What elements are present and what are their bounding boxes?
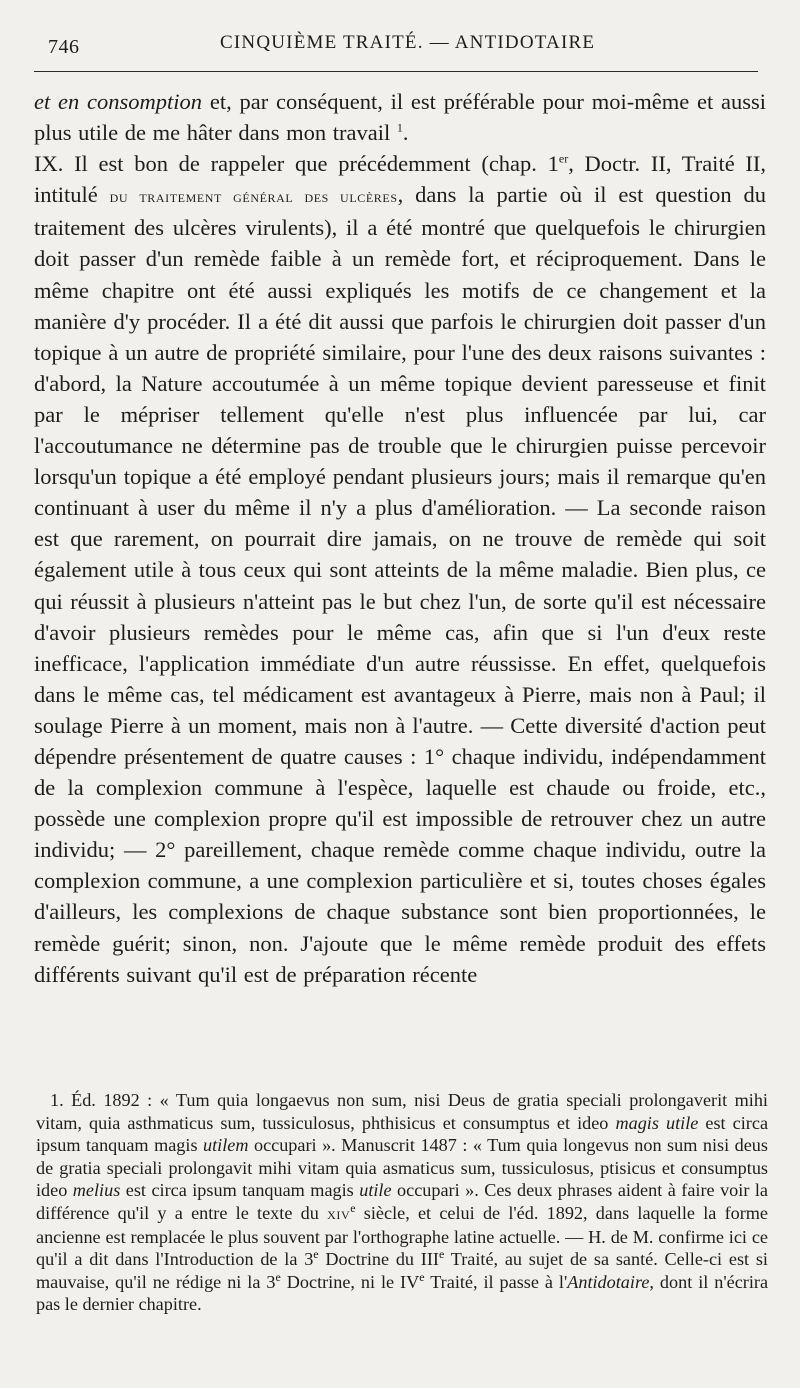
page-header — [34, 30, 760, 64]
italic-phrase: magis utile — [615, 1112, 699, 1133]
footnotes — [36, 1089, 768, 1316]
century-smallcaps: xiv — [327, 1203, 351, 1223]
footnote-ref: 1 — [396, 120, 403, 135]
text-run: , Doctr. II, Traité II, intitulé — [34, 151, 766, 208]
superscript: e — [313, 1247, 319, 1262]
section-title-smallcaps: du traitement général des ulcères — [109, 187, 398, 207]
superscript: e — [350, 1200, 356, 1215]
text-run: est circa ipsum tanquam magis — [36, 1112, 769, 1156]
text-run: IX. Il est bon de rappeler que précédemment (chap. 1 — [34, 151, 559, 177]
text-run: . — [402, 120, 409, 146]
text-run: et, par conséquent, il est préférable pour moi-même et aussi plus utile de me hâter dans mon travail — [34, 89, 766, 146]
header-rule — [34, 71, 758, 72]
superscript: e — [438, 1247, 445, 1262]
page-number: 746 — [48, 36, 80, 58]
text-run: Traité, au sujet de sa santé. Celle-ci est si mauvaise, qu'il ne rédige ni la 3 — [36, 1249, 768, 1292]
superscript: er — [558, 151, 569, 166]
text-run: est circa ipsum tanquam magis — [120, 1180, 360, 1201]
superscript: e — [419, 1269, 425, 1284]
footnote-1 — [36, 1089, 768, 1316]
paragraph-continuation — [34, 86, 766, 148]
italic-phrase: melius — [72, 1180, 121, 1201]
text-run: , dont il n'écrira pas le dernier chapitre. — [36, 1271, 769, 1315]
italic-phrase: Antidotaire — [567, 1271, 650, 1292]
text-run: 1. Éd. 1892 : « Tum quia longaevus non sum, nisi Deus de gratia speciali prolongaverit mihi vitam, quia asthmaticus sum, tussiculosus, phthisicus et consumptus et ideo — [36, 1090, 768, 1133]
text-run: occupari ». Ces deux phrases aident à faire voir la différence qu'il y a entre le texte du — [36, 1180, 768, 1223]
text-run: Traité, il passe à l' — [424, 1271, 568, 1292]
text-run: , dans la partie où il est question du traitement des ulcères virulents), il a été montré que quelquefois le chirurgien doit passer d'un remède faible à un remède fort, et réciproquement. Dans le même chapitre ont été aussi expliqués les motifs de ce changement et la manière d'y procéder. Il a été dit aussi que parfois le chirurgien doit passer d'un topique à un autre de propriété similaire, pour l'une des deux raisons suivantes : d'abord, la Nature accoutumée à un même topique devient paresseuse et finit par le mépriser tellement qu'elle n'est plus influencée par lui, car l'accoutumance ne détermine pas de trouble que le chirurgien puisse percevoir lorsqu'un topique a été employé pendant plusieurs jours; mais il remarque qu'en continuant à user du même il n'y a plus d'amélioration. — La seconde raison est que rarement, on pourrait dire jamais, on ne trouve de remède qui soit également utile à tous ceux qui sont atteints de la même maladie. Bien plus, ce qui réussit à plusieurs n'atteint pas le but chez l'un, de sorte qu'il est nécessaire d'avoir plusieurs remèdes pour le même cas, afin que si l'un d'eux reste inefficace, l'application immédiate d'un autre réussisse. En effet, quelquefois dans le même cas, tel médicament est avantageux à Pierre, mais non à Paul; il soulage Pierre à un moment, mais non à l'autre. — Cette diversité d'action peut dépendre présentement de quatre causes : 1° chaque individu, indépendamment de la complexion commune à l'espèce, laquelle est chaude ou froide, etc., possède une complexion propre qu'il est impossible de retrouver chez un autre individu; — 2° pareillement, chaque remède comme chaque individu, outre la complexion commune, a une complexion particulière et si, toutes choses égales d'ailleurs, les complexions de chaque substance sont bien proportionnées, le remède guérit; sinon, non. J'ajoute que le même remède produit des effets différents suivant qu'il est de préparation récente — [34, 182, 766, 987]
running-title: CINQUIÈME TRAITÉ. — ANTIDOTAIRE — [220, 32, 596, 53]
italic-phrase: et en consomption — [34, 89, 203, 114]
superscript: e — [275, 1269, 281, 1284]
italic-phrase: utilem — [203, 1135, 249, 1156]
main-text — [34, 86, 766, 990]
text-run: siècle, et celui de l'éd. 1892, dans laquelle la forme ancienne est remplacée le plus souvent par l'orthographe latine actuelle. — H. de M. confirme ici ce qu'il a dit dans l'Introduction de la 3 — [36, 1202, 768, 1270]
text-run: occupari ». Manuscrit 1487 : « Tum quia longevus non sum nisi deus de gratia speciali prolongavit mihi vitam quia asmaticus sum, tussiculosus, ptisicus et consumptus ideo — [36, 1135, 768, 1201]
italic-phrase: utile — [359, 1180, 392, 1201]
text-run: Doctrine du III — [318, 1249, 439, 1270]
text-run: Doctrine, ni le IV — [280, 1271, 420, 1292]
paragraph-ix — [34, 148, 766, 990]
